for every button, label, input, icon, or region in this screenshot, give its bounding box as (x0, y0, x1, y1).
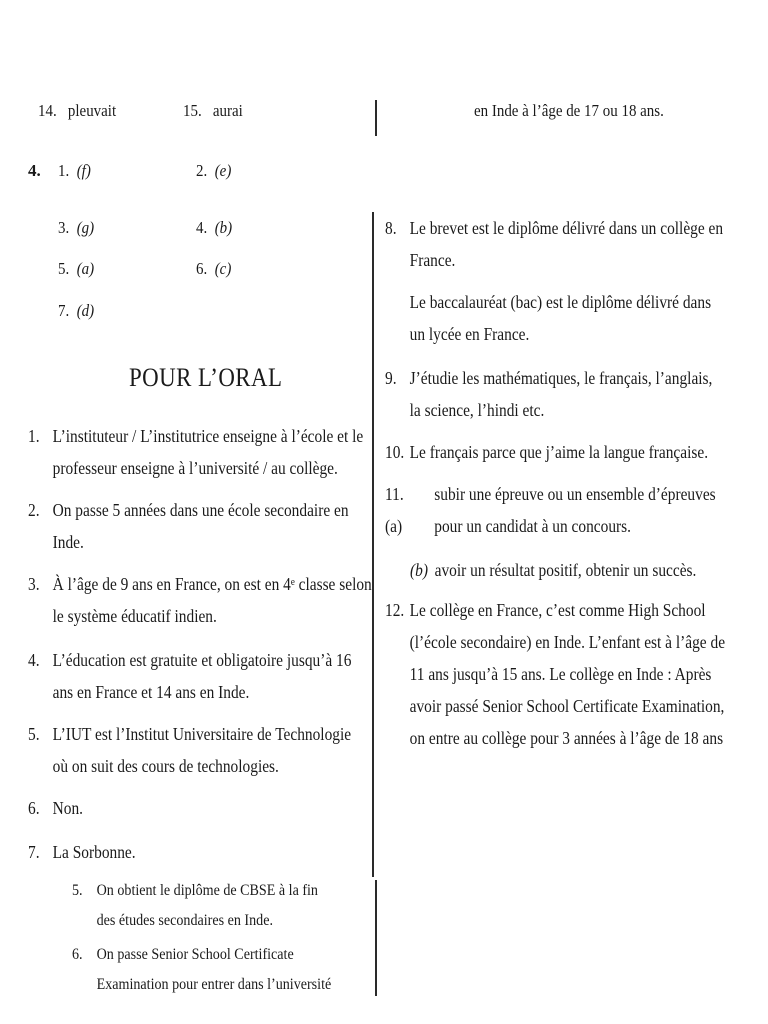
answer-number: 1. (28, 426, 40, 446)
match-number: 4. (196, 218, 208, 237)
answer-line: On passe 5 années dans une école secondaire en (52, 500, 349, 520)
answer-number: 6. (28, 798, 40, 818)
answer-line: L’instituteur / L’institutrice enseigne à l’école et le (52, 426, 364, 446)
match-number: 1. (58, 161, 70, 180)
match-answer: (b) (214, 218, 233, 237)
answer-number: 7. (28, 842, 40, 862)
answer-line: Le brevet est le diplôme délivré dans un collège en (409, 218, 724, 238)
answer-line: Le collège en France, c’est comme High School (409, 600, 706, 620)
answer-line: où on suit des cours de technologies. (52, 756, 279, 776)
answer-line: ans en France et 14 ans en Inde. (52, 682, 250, 702)
continuation-text: en Inde à l’âge de 17 ou 18 ans. (474, 101, 664, 120)
answer-line: J’étudie les mathématiques, le français, l’anglais, (409, 368, 713, 388)
answer-number: 3. (28, 574, 40, 594)
answer-line: Non. (52, 798, 84, 818)
answer-number: 5. (28, 724, 40, 744)
answer-line: Le baccalauréat (bac) est le diplôme délivré dans (409, 292, 712, 312)
answer-15 (183, 96, 243, 126)
match-answer: (f) (76, 161, 91, 180)
answer-number: 10. (385, 442, 405, 462)
answer-line: la science, l’hindi etc. (409, 400, 545, 420)
answer-line: À l’âge de 9 ans en France, on est en 4ᵉ classe selon (52, 574, 372, 594)
match-item-2 (196, 156, 231, 186)
match-answer: (g) (76, 218, 95, 237)
answer-line: le système éducatif indien. (52, 606, 217, 626)
answer-line: subir une épreuve ou un ensemble d’épreuves (434, 484, 716, 504)
answer-line: on entre au collège pour 3 années à l’âge de 18 ans (409, 728, 724, 748)
answer-line: Inde. (52, 532, 84, 552)
answer-line: On passe Senior School Certificate (96, 946, 294, 963)
match-item-3 (58, 213, 94, 243)
answer-line: Le français parce que j’aime la langue française. (409, 442, 709, 462)
answer-line: Examination pour entrer dans l’université (96, 976, 332, 993)
answer-number: 14. (38, 101, 57, 120)
match-answer: (d) (76, 301, 95, 320)
answer-line: France. (409, 250, 456, 270)
answer-number: 8. (385, 218, 397, 238)
match-number: 2. (196, 161, 208, 180)
match-item-1 (58, 156, 91, 186)
match-item-6 (196, 254, 231, 284)
column-divider-main (372, 212, 374, 877)
column-divider-top (375, 100, 377, 136)
section-heading: POUR L’ORAL (129, 363, 283, 392)
answer-line: un lycée en France. (409, 324, 530, 344)
answer-line: L’éducation est gratuite et obligatoire jusqu’à 16 (52, 650, 352, 670)
answer-text: pleuvait (67, 101, 117, 120)
answer-line: (l’école secondaire) en Inde. L’enfant est à l’âge de (409, 632, 726, 652)
answer-number: 5. (72, 882, 83, 899)
match-number: 6. (196, 259, 208, 278)
column-divider-bottom (375, 880, 377, 996)
answer-line: des études secondaires en Inde. (96, 912, 273, 929)
answer-number: 4. (28, 650, 40, 670)
answer-number: 11. (a) (385, 484, 404, 536)
answer-number: 12. (385, 600, 405, 620)
answer-line: La Sorbonne. (52, 842, 136, 862)
answer-line: On obtient le diplôme de CBSE à la fin (96, 882, 318, 899)
answer-14 (38, 96, 116, 126)
answer-number: 6. (72, 946, 83, 963)
answer-line: pour un candidat à un concours. (434, 516, 632, 536)
exercise-label: 4. (28, 161, 41, 180)
answer-line: professeur enseigne à l’université / au collège. (52, 458, 338, 478)
answer-number: (b) (410, 560, 428, 580)
match-number: 5. (58, 259, 70, 278)
match-item-4 (196, 213, 232, 243)
answer-line: avoir un résultat positif, obtenir un succès. (434, 560, 697, 580)
answer-number: 15. (183, 101, 202, 120)
answer-number: 9. (385, 368, 397, 388)
match-number: 7. (58, 301, 70, 320)
match-answer: (a) (76, 259, 95, 278)
answer-line: L’IUT est l’Institut Universitaire de Technologie (52, 724, 352, 744)
answer-text: aurai (212, 101, 243, 120)
match-answer: (c) (214, 259, 232, 278)
match-number: 3. (58, 218, 70, 237)
answer-number: 2. (28, 500, 40, 520)
answer-line: avoir passé Senior School Certificate Examination, (409, 696, 725, 716)
match-answer: (e) (214, 161, 232, 180)
answer-line: 11 ans jusqu’à 15 ans. Le collège en Inde : Après (409, 664, 712, 684)
match-item-7 (58, 296, 94, 326)
match-item-5 (58, 254, 94, 284)
